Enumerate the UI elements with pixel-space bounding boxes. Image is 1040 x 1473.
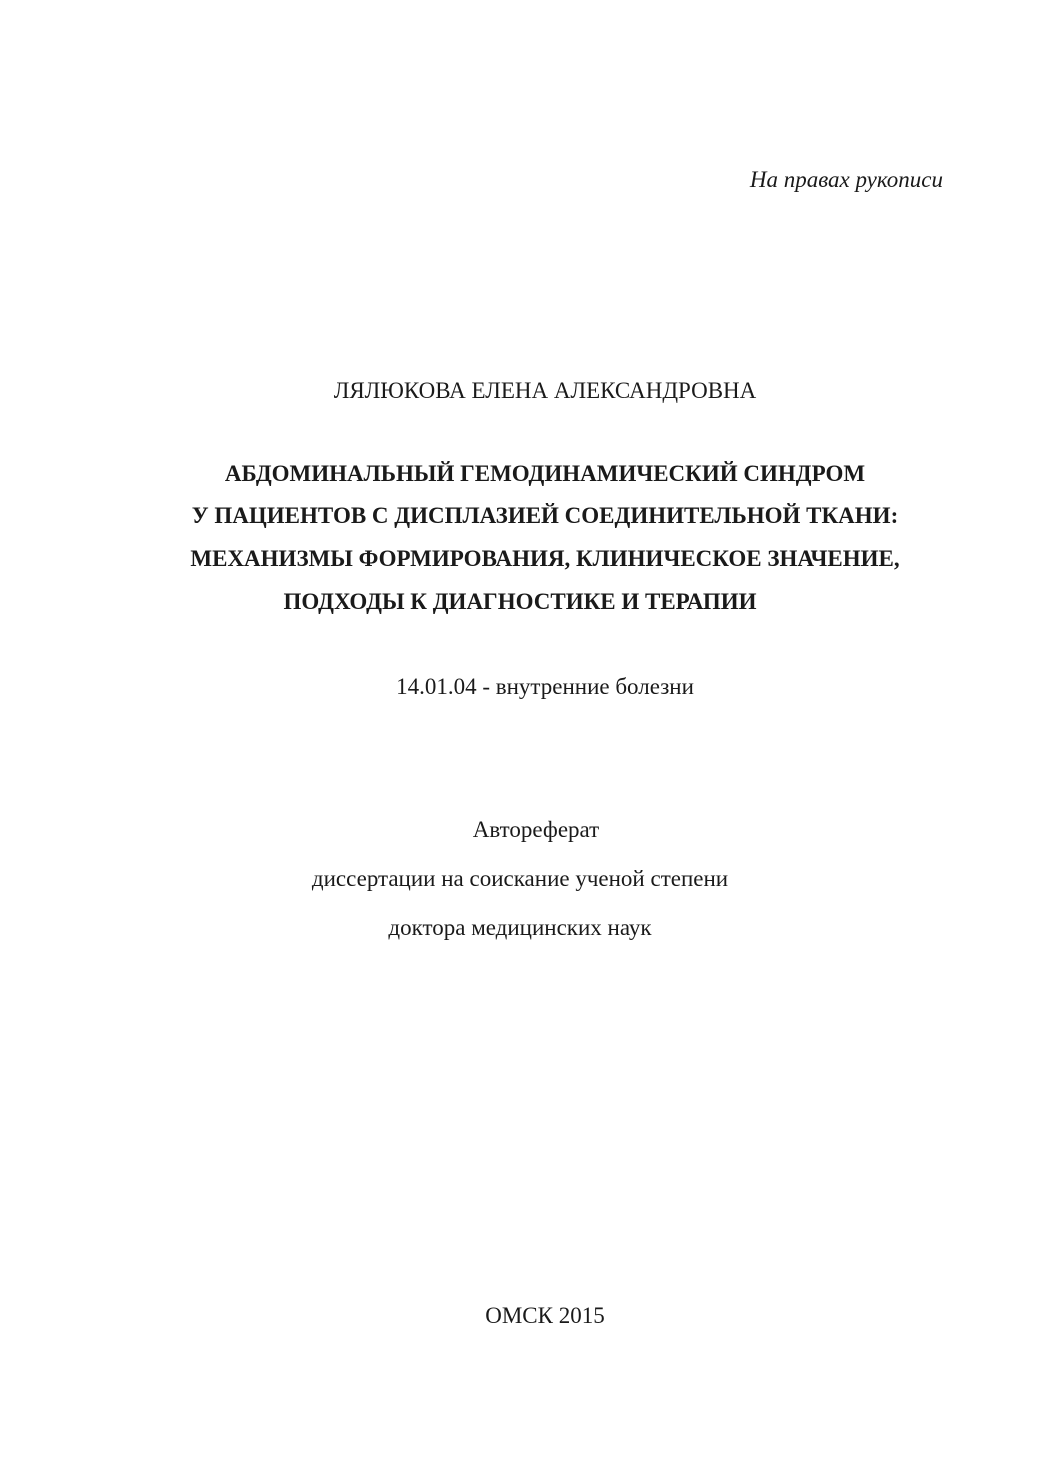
title-line-2: У ПАЦИЕНТОВ С ДИСПЛАЗИЕЙ СОЕДИНИТЕЛЬНОЙ ТКАНИ: bbox=[191, 503, 899, 528]
abstract-line-1: Автореферат bbox=[472, 817, 600, 842]
specialty-code: 14.01.04 - внутренние болезни bbox=[396, 674, 694, 699]
manuscript-note: На правах рукописи bbox=[749, 167, 943, 192]
abstract-line-2: диссертации на соискание ученой степени bbox=[311, 866, 729, 891]
title-line-4: ПОДХОДЫ К ДИАГНОСТИКЕ И ТЕРАПИИ bbox=[283, 589, 757, 614]
title-line-3: МЕХАНИЗМЫ ФОРМИРОВАНИЯ, КЛИНИЧЕСКОЕ ЗНАЧЕНИЕ, bbox=[190, 546, 900, 571]
author-name: ЛЯЛЮКОВА ЕЛЕНА АЛЕКСАНДРОВНА bbox=[333, 378, 757, 403]
abstract-line-3: доктора медицинских наук bbox=[388, 915, 652, 940]
place-year: ОМСК 2015 bbox=[485, 1303, 605, 1328]
title-line-1: АБДОМИНАЛЬНЫЙ ГЕМОДИНАМИЧЕСКИЙ СИНДРОМ bbox=[224, 461, 866, 486]
